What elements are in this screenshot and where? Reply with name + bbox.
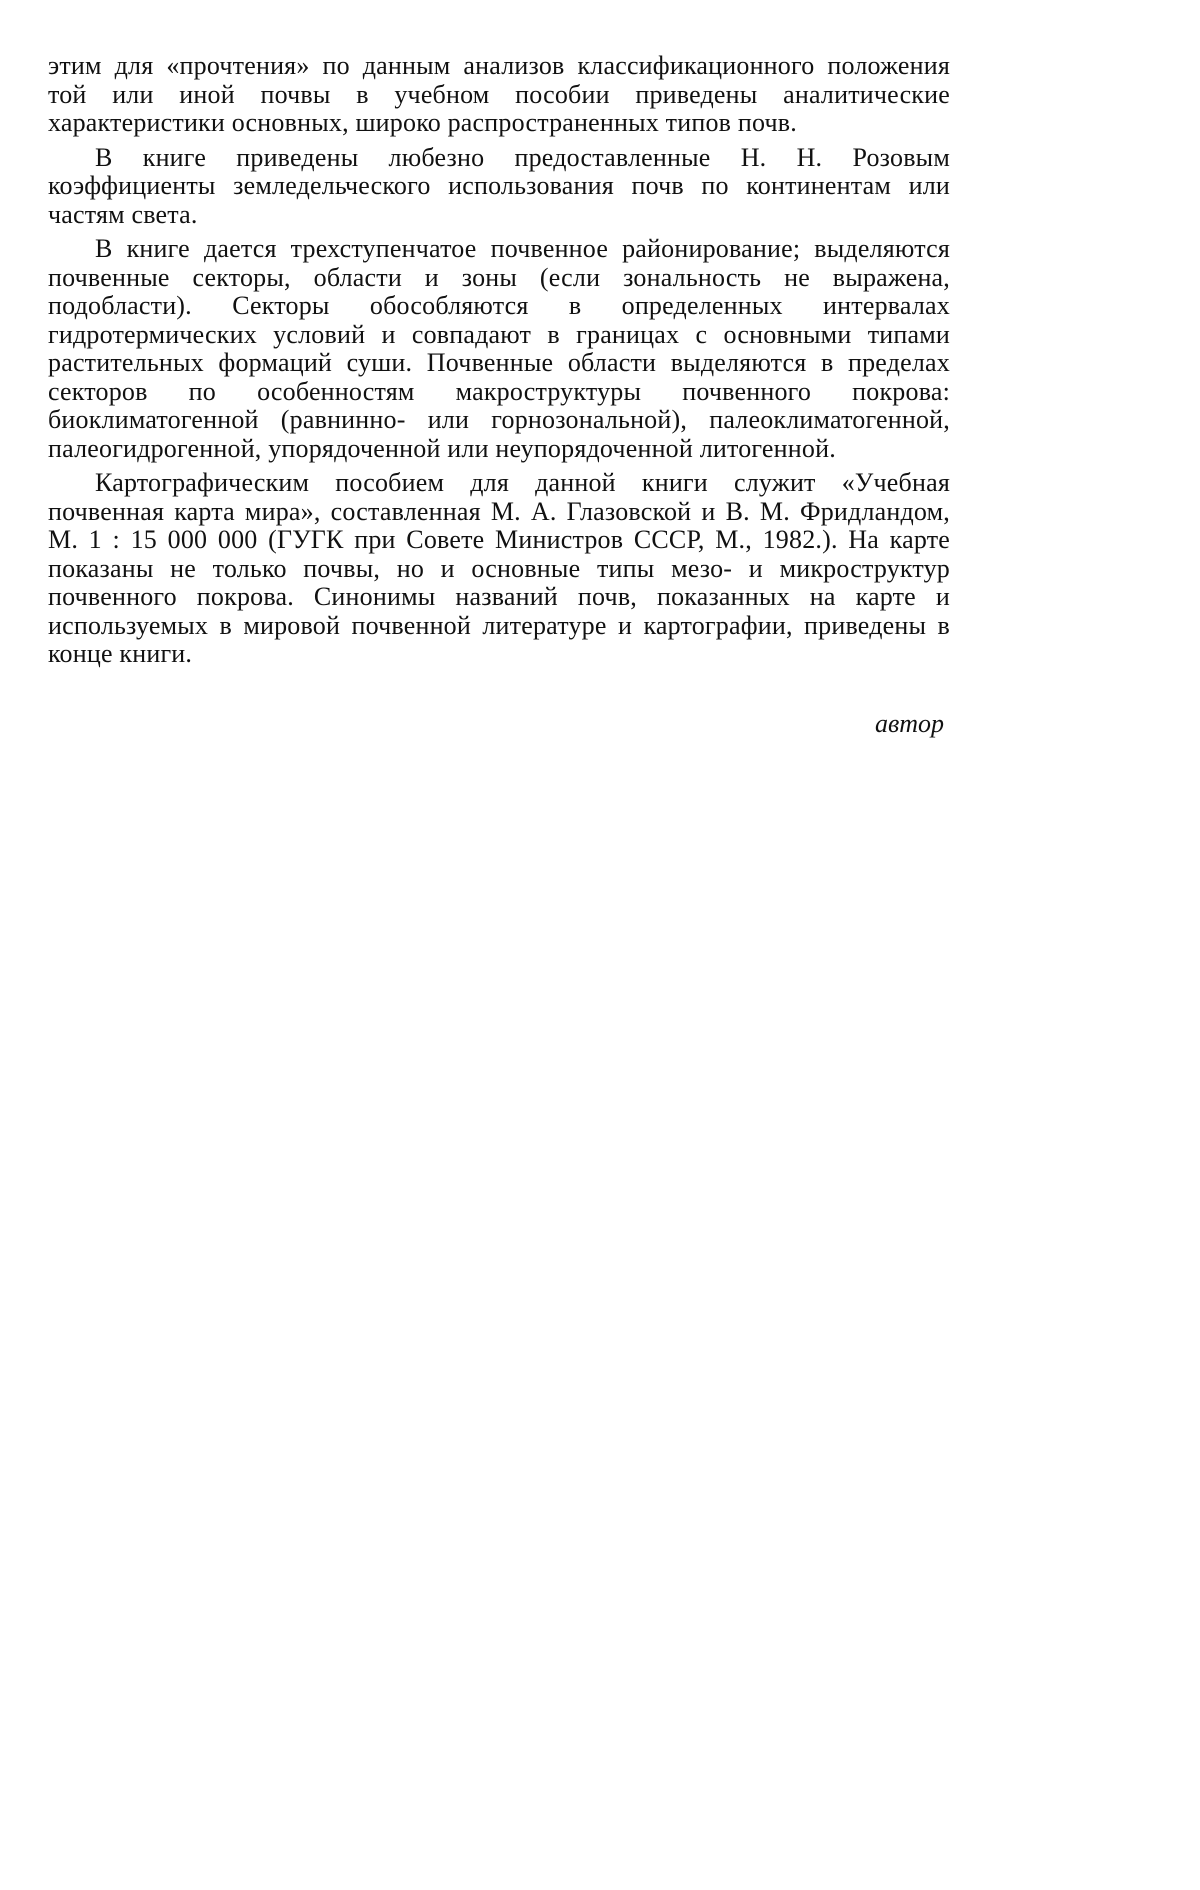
paragraph-map: Картографическим пособием для данной книги служит «Учебная почвенная карта мира», составленная М. А. Глазовской и В. М. Фридландом, М. 1 : 15 000 000 (ГУГК при Совете Министров СССР, М., 1982.). На карте показаны не только почвы, но и основные типы мезо- и микроструктур почвенного покрова. Синонимы названий почв, показанных на карте и используемых в мировой почвенной литературе и картографии, приведены в конце книги. bbox=[48, 468, 950, 668]
paragraph-continuation: этим для «прочтения» по данным анализов классификационного положения той или иной почвы в учебном пособии приведены аналитические характеристики основных, широко распространенных типов почв. bbox=[48, 51, 950, 137]
document-page bbox=[48, 52, 950, 739]
author-signature: автор bbox=[874, 708, 944, 738]
paragraph-coefficients: В книге приведены любезно предоставленные Н. Н. Розовым коэффициенты земледельческого использования почв по континентам или частям света. bbox=[48, 142, 950, 229]
paragraph-zoning: В книге дается трехступенчатое почвенное районирование; выделяются почвенные секторы, области и зоны (если зональность не выражена, подобласти). Секторы обособляются в определенных интервалах гидротермических условий и совпадают в границах с основными типами растительных формаций суши. Почвенные области выделяются в пределах секторов по особенностям макроструктуры почвенного покрова: биоклиматогенной (равнинно- или горнозональной), палеоклиматогенной, палеогидрогенной, упорядоченной или неупорядоченной литогенной. bbox=[48, 234, 950, 463]
